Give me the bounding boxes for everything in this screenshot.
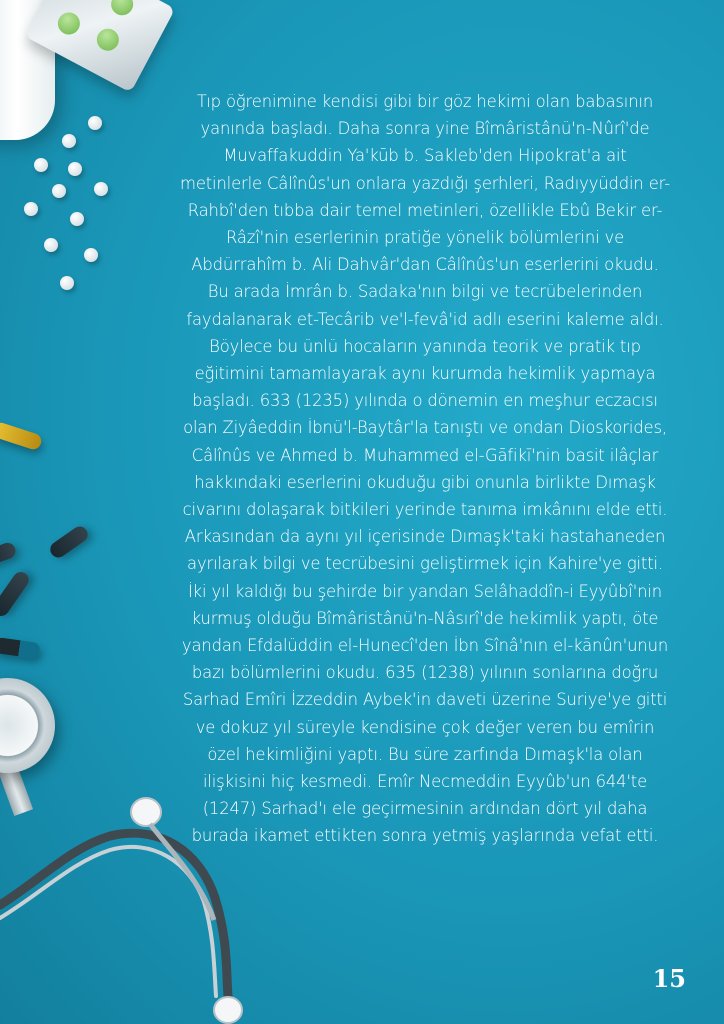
dark-capsule-icon [0, 569, 32, 619]
body-paragraph: Tıp öğrenimine kendisi gibi bir göz hekimi olan babasının yanında başladı. Daha sonra yine Bîmâristânü'n-Nûrî'de Muvaffakuddin Ya'kūb b. Sakleb'den Hipokrat'a ait metinlerle Câlînûs'un onlara yazdığı şerhleri, Radıyyüddin er-Rahbî'den tıbba dair temel metinleri, özellikle Ebû Bekir er-Râzî'nin eserlerinin pratiğe yönelik bölümlerini ve Abdürrahîm b. Ali Dahvâr'dan Câlînûs'un eserlerini okudu. Bu arada İmrân b. Sadaka'nın bilgi ve tecrübelerinden faydalanarak et-Tecârib ve'l-fevâ'id adlı eserini kaleme aldı. Böylece bu ünlü hocaların yanında teorik ve pratik tıp eğitimini tamamlayarak aynı kurumda hekimlik yapmaya başladı. 633 (1235) yılında o dönemin en meşhur eczacısı olan Ziyâeddin İbnü'l-Baytâr'la tanıştı ve ondan Dioskorides, Câlînûs ve Ahmed b. Muhammed el-Gāfikī'nin basit ilâçlar hakkındaki eserlerini okuduğu gibi onunla birlikte Dımaşk civarını dolaşarak bitkileri yerinde tanıma imkânını elde etti. Arkasından da aynı yıl içerisinde Dımaşk'taki hastahaneden ayrılarak bilgi ve tecrübesini geliştirmek için Kahire'ye gitti. İki yıl kaldığı bu şehirde bir yandan Selâhaddîn-i Eyyûbî'nin kurmuş olduğu Bîmâristânü'n-Nâsırî'de hekimlik yaptı, öte yandan Efdalüddin el-Hunecî'den İbn Sînâ'nın el-kānûn'unun bazı bölümlerini okudu. 635 (1238) yılının sonlarına doğru Sarhad Emîri İzzeddin Aybek'in daveti üzerine Suriye'ye gitti ve dokuz yıl süreyle kendisine çok değer veren bu emîrin özel hekimliğini yaptı. Bu süre zarfında Dımaşk'la olan ilişkisini hiç kesmedi. Emîr Necmeddin Eyyûb'un 644'te (1247) Sarhad'ı ele geçirmesinin ardından dört yıl daha burada ikamet ettikten sonra yetmiş yaşlarında vefat etti. [180, 92, 670, 846]
white-pill-icon [44, 238, 58, 252]
stethoscope-tube [0, 833, 228, 996]
white-pill-icon [60, 276, 74, 290]
white-pill-icon [70, 212, 84, 226]
white-pill-icon [52, 184, 66, 198]
yellow-capsule-icon [0, 421, 43, 452]
white-pill-icon [24, 202, 38, 216]
white-pill-icon [34, 158, 48, 172]
white-pill-icon [88, 116, 102, 130]
dark-capsule-icon [47, 523, 91, 560]
stethoscope-earpiece [214, 997, 242, 1023]
page-number: 15 [652, 964, 686, 993]
two-tone-capsule-icon [0, 637, 41, 659]
pill-icon [107, 0, 137, 19]
white-pill-icon [94, 182, 108, 196]
white-pill-icon [68, 162, 82, 176]
white-pill-icon [84, 248, 98, 262]
stethoscope-earpiece [131, 798, 161, 826]
pill-icon [68, 0, 98, 3]
pill-icon [54, 9, 84, 39]
pill-icon [93, 25, 123, 55]
dark-capsule-icon [0, 541, 18, 568]
white-pill-icon [62, 134, 76, 148]
pressure-gauge-image [0, 678, 55, 773]
